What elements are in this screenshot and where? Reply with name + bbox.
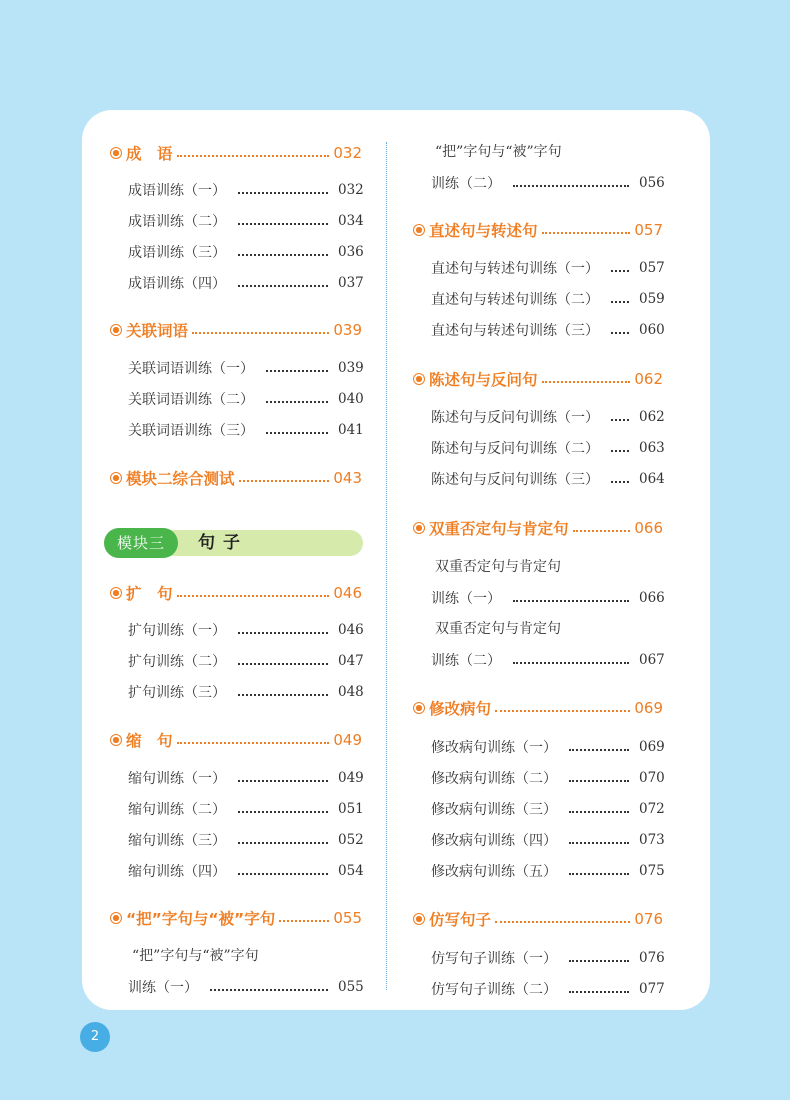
toc-item[interactable] [128,388,362,410]
toc-item[interactable] [128,619,362,641]
section-title: 缩 句 [126,732,173,750]
toc-item[interactable] [128,650,362,672]
item-label: 关联词语训练（一） [128,361,254,377]
item-page: 062 [639,409,665,425]
toc-section[interactable] [110,465,362,491]
section-title: 关联词语 [126,322,189,340]
dot-leader [238,223,328,225]
section-page: 062 [634,370,663,388]
bullet-icon [110,734,122,746]
toc-item[interactable] [431,860,663,882]
toc-section[interactable] [110,317,362,343]
toc-item[interactable] [431,288,663,310]
item-page: 066 [639,590,665,606]
item-label: 成语训练（二） [128,214,226,230]
dot-leader [210,989,328,991]
item-label: 陈述句与反问句训练（三） [431,472,599,488]
item-page: 057 [639,260,665,276]
item-label: 训练（二） [431,653,501,669]
toc-item[interactable] [128,829,362,851]
toc-item[interactable] [128,976,362,998]
item-page: 075 [639,863,665,879]
toc-item[interactable] [431,767,663,789]
dot-leader [569,991,629,993]
item-label: 扩句训练（一） [128,623,226,639]
toc-item[interactable] [128,241,362,263]
bullet-icon [413,913,425,925]
item-page: 064 [639,471,665,487]
item-page: 052 [338,832,364,848]
item-page: 069 [639,739,665,755]
dot-leader [238,254,328,256]
page-number: 2 [80,1022,110,1052]
toc-item[interactable] [128,860,362,882]
item-label: 成语训练（三） [128,245,226,261]
section-title: 陈述句与反问句 [429,371,538,389]
toc-item-label-line[interactable]: 双重否定句与肯定句 [435,621,561,637]
section-title: 扩 句 [126,585,173,603]
toc-item[interactable] [128,179,362,201]
toc-item[interactable] [431,172,663,194]
toc-section[interactable] [110,580,362,606]
item-label: 缩句训练（二） [128,802,226,818]
dot-leader [542,381,631,383]
toc-item[interactable] [128,419,362,441]
section-title: 成 语 [126,145,173,163]
module-title: 句子 [198,533,248,553]
item-label: 关联词语训练（二） [128,392,254,408]
toc-item[interactable] [128,767,362,789]
toc-item[interactable] [431,437,663,459]
toc-item[interactable] [431,798,663,820]
toc-section[interactable] [110,727,362,753]
dot-leader [513,600,629,602]
item-page: 041 [338,422,364,438]
toc-section[interactable] [413,695,663,721]
toc-item[interactable] [128,798,362,820]
dot-leader [569,873,629,875]
toc-section[interactable] [110,140,362,166]
dot-leader [238,285,328,287]
item-label: 陈述句与反问句训练（二） [431,441,599,457]
item-label: 训练（一） [431,591,501,607]
item-page: 054 [338,863,364,879]
bullet-icon [110,324,122,336]
item-page: 047 [338,653,364,669]
dot-leader [266,370,328,372]
dot-leader [238,694,328,696]
toc-section[interactable] [413,906,663,932]
dot-leader [542,232,631,234]
section-page: 066 [634,519,663,537]
toc-section[interactable] [413,515,663,541]
toc-item-label-line[interactable]: “把”字句与“被”字句 [132,948,259,964]
dot-leader [569,842,629,844]
dot-leader [192,332,329,334]
dot-leader [569,811,629,813]
item-page: 059 [639,291,665,307]
dot-leader [513,662,629,664]
item-label: 修改病句训练（二） [431,771,557,787]
dot-leader [569,960,629,962]
section-title: 修改病句 [429,700,492,718]
item-page: 070 [639,770,665,786]
toc-section[interactable] [413,366,663,392]
item-label: 修改病句训练（五） [431,864,557,880]
dot-leader [238,780,328,782]
dot-leader [611,450,629,452]
item-label: 扩句训练（二） [128,654,226,670]
dot-leader [177,742,330,744]
item-page: 076 [639,950,665,966]
dot-leader [569,749,629,751]
section-page: 043 [333,469,362,487]
toc-item[interactable] [128,272,362,294]
dot-leader [569,780,629,782]
section-title: 模块二综合测试 [126,470,235,488]
section-title: 仿写句子 [429,911,492,929]
bullet-icon [110,587,122,599]
item-label: 陈述句与反问句训练（一） [431,410,599,426]
toc-item[interactable] [431,406,663,428]
section-title: 直述句与转述句 [429,222,538,240]
dot-leader [611,419,629,421]
item-page: 067 [639,652,665,668]
bullet-icon [110,147,122,159]
item-label: 修改病句训练（一） [431,740,557,756]
section-page: 057 [634,221,663,239]
toc-item[interactable] [128,681,362,703]
toc-item[interactable] [431,736,663,758]
item-page: 060 [639,322,665,338]
dot-leader [279,920,329,922]
bullet-icon [413,224,425,236]
item-page: 063 [639,440,665,456]
toc-item-label-line[interactable]: “把”字句与“被”字句 [435,144,562,160]
toc-item[interactable] [431,257,663,279]
item-label: 扩句训练（三） [128,685,226,701]
item-page: 040 [338,391,364,407]
item-label: 关联词语训练（三） [128,423,254,439]
toc-item[interactable] [431,468,663,490]
bullet-icon [110,912,122,924]
dot-leader [177,595,330,597]
dot-leader [611,270,629,272]
dot-leader [611,481,629,483]
item-page: 072 [639,801,665,817]
item-label: 训练（二） [431,176,501,192]
dot-leader [573,530,631,532]
item-page: 046 [338,622,364,638]
dot-leader [495,921,630,923]
dot-leader [177,155,330,157]
item-page: 051 [338,801,364,817]
item-label: 仿写句子训练（一） [431,951,557,967]
item-page: 049 [338,770,364,786]
item-label: 直述句与转述句训练（一） [431,261,599,277]
toc-section[interactable] [413,217,663,243]
item-label: 训练（一） [128,980,198,996]
column-divider [386,142,387,990]
item-page: 039 [338,360,364,376]
bullet-icon [413,373,425,385]
bullet-icon [413,702,425,714]
dot-leader [611,301,629,303]
toc-item[interactable] [431,978,663,1000]
module-badge: 模块三 [104,528,178,558]
section-page: 039 [333,321,362,339]
dot-leader [238,842,328,844]
dot-leader [513,185,629,187]
section-title: “把”字句与“被”字句 [126,910,276,928]
dot-leader [239,480,330,482]
dot-leader [266,432,328,434]
item-page: 034 [338,213,364,229]
item-label: 缩句训练（三） [128,833,226,849]
item-label: 直述句与转述句训练（三） [431,323,599,339]
toc-item[interactable] [128,357,362,379]
dot-leader [266,401,328,403]
item-page: 036 [338,244,364,260]
toc-item[interactable] [431,947,663,969]
item-label: 直述句与转述句训练（二） [431,292,599,308]
bullet-icon [110,472,122,484]
dot-leader [238,192,328,194]
item-page: 048 [338,684,364,700]
module-banner[interactable] [110,528,363,558]
toc-item[interactable] [431,829,663,851]
dot-leader [238,632,328,634]
toc-item[interactable] [431,649,663,671]
item-label: 成语训练（一） [128,183,226,199]
section-title: 双重否定句与肯定句 [429,520,569,538]
item-page: 032 [338,182,364,198]
dot-leader [495,710,630,712]
dot-leader [611,332,629,334]
toc-item[interactable] [128,210,362,232]
item-label: 修改病句训练（四） [431,833,557,849]
section-page: 032 [333,144,362,162]
item-page: 073 [639,832,665,848]
section-page: 055 [333,909,362,927]
bullet-icon [413,522,425,534]
section-page: 069 [634,699,663,717]
section-page: 076 [634,910,663,928]
item-page: 055 [338,979,364,995]
section-page: 046 [333,584,362,602]
item-label: 缩句训练（一） [128,771,226,787]
dot-leader [238,811,328,813]
item-label: 成语训练（四） [128,276,226,292]
item-page: 077 [639,981,665,997]
item-label: 修改病句训练（三） [431,802,557,818]
item-page: 037 [338,275,364,291]
item-page: 056 [639,175,665,191]
item-label: 缩句训练（四） [128,864,226,880]
toc-item-label-line[interactable]: 双重否定句与肯定句 [435,559,561,575]
toc-item[interactable] [431,587,663,609]
item-label: 仿写句子训练（二） [431,982,557,998]
dot-leader [238,873,328,875]
toc-section[interactable] [110,905,362,931]
toc-item[interactable] [431,319,663,341]
dot-leader [238,663,328,665]
section-page: 049 [333,731,362,749]
